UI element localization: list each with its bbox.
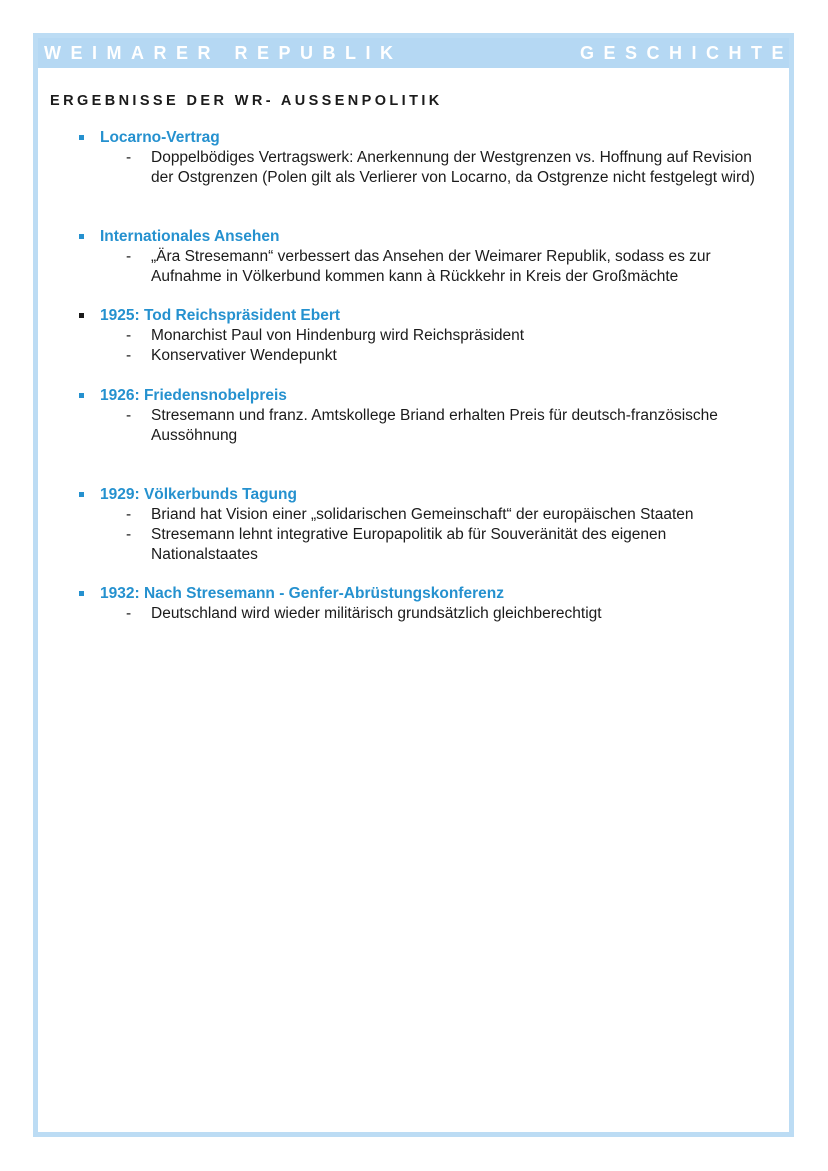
sub-point-text: Konservativer Wendepunkt [151,347,337,364]
page-frame [33,33,794,1137]
dash-bullet-icon: - [126,526,132,543]
header-bar [38,38,793,68]
square-bullet-icon [79,313,84,318]
item-heading: 1926: Friedensnobelpreis [100,387,287,404]
sub-point-text: Doppelbödiges Vertragswerk: Anerkennung der Westgrenzen vs. Hoffnung auf Revision der Ostgrenzen (Polen gilt als Verlierer von Locarno, da Ostgrenze nicht festgelegt wird) [151,149,755,186]
sub-point-text: Briand hat Vision einer „solidarischen Gemeinschaft“ der europäischen Staaten [151,506,694,523]
item-heading: 1932: Nach Stresemann - Genfer-Abrüstungskonferenz [100,585,504,602]
header-subject-title: WEIMARER REPUBLIK [44,43,403,63]
dash-bullet-icon: - [126,605,132,622]
item-heading: 1929: Völkerbunds Tagung [100,486,297,503]
sub-point-text: Stresemann und franz. Amtskollege Briand erhalten Preis für deutsch-französische Aussöhnung [151,407,718,444]
sub-point-text: Stresemann lehnt integrative Europapolitik ab für Souveränität des eigenen Nationalstaates [151,526,667,563]
sub-point-text: Deutschland wird wieder militärisch grundsätzlich gleichberechtigt [151,605,602,622]
sub-point-text: Monarchist Paul von Hindenburg wird Reichspräsident [151,327,525,344]
header-course-label: GESCHICHTE [579,43,793,63]
square-bullet-icon [79,135,84,140]
item-heading: Locarno-Vertrag [100,129,220,146]
dash-bullet-icon: - [126,327,132,344]
dash-bullet-icon: - [126,248,132,265]
dash-bullet-icon: - [126,407,132,424]
dash-bullet-icon: - [126,149,132,166]
dash-bullet-icon: - [126,347,132,364]
square-bullet-icon [79,393,84,398]
sub-point-text: „Ära Stresemann“ verbessert das Ansehen der Weimarer Republik, sodass es zur Aufnahme in Völkerbund kommen kann à Rückkehr in Kreis der Großmächte [151,248,711,285]
square-bullet-icon [79,234,84,239]
section-title: ERGEBNISSE DER WR- AUSSENPOLITIK [50,93,443,109]
square-bullet-icon [79,492,84,497]
square-bullet-icon [79,591,84,596]
item-heading: 1925: Tod Reichspräsident Ebert [100,307,341,324]
item-heading: Internationales Ansehen [100,228,280,245]
dash-bullet-icon: - [126,506,132,523]
